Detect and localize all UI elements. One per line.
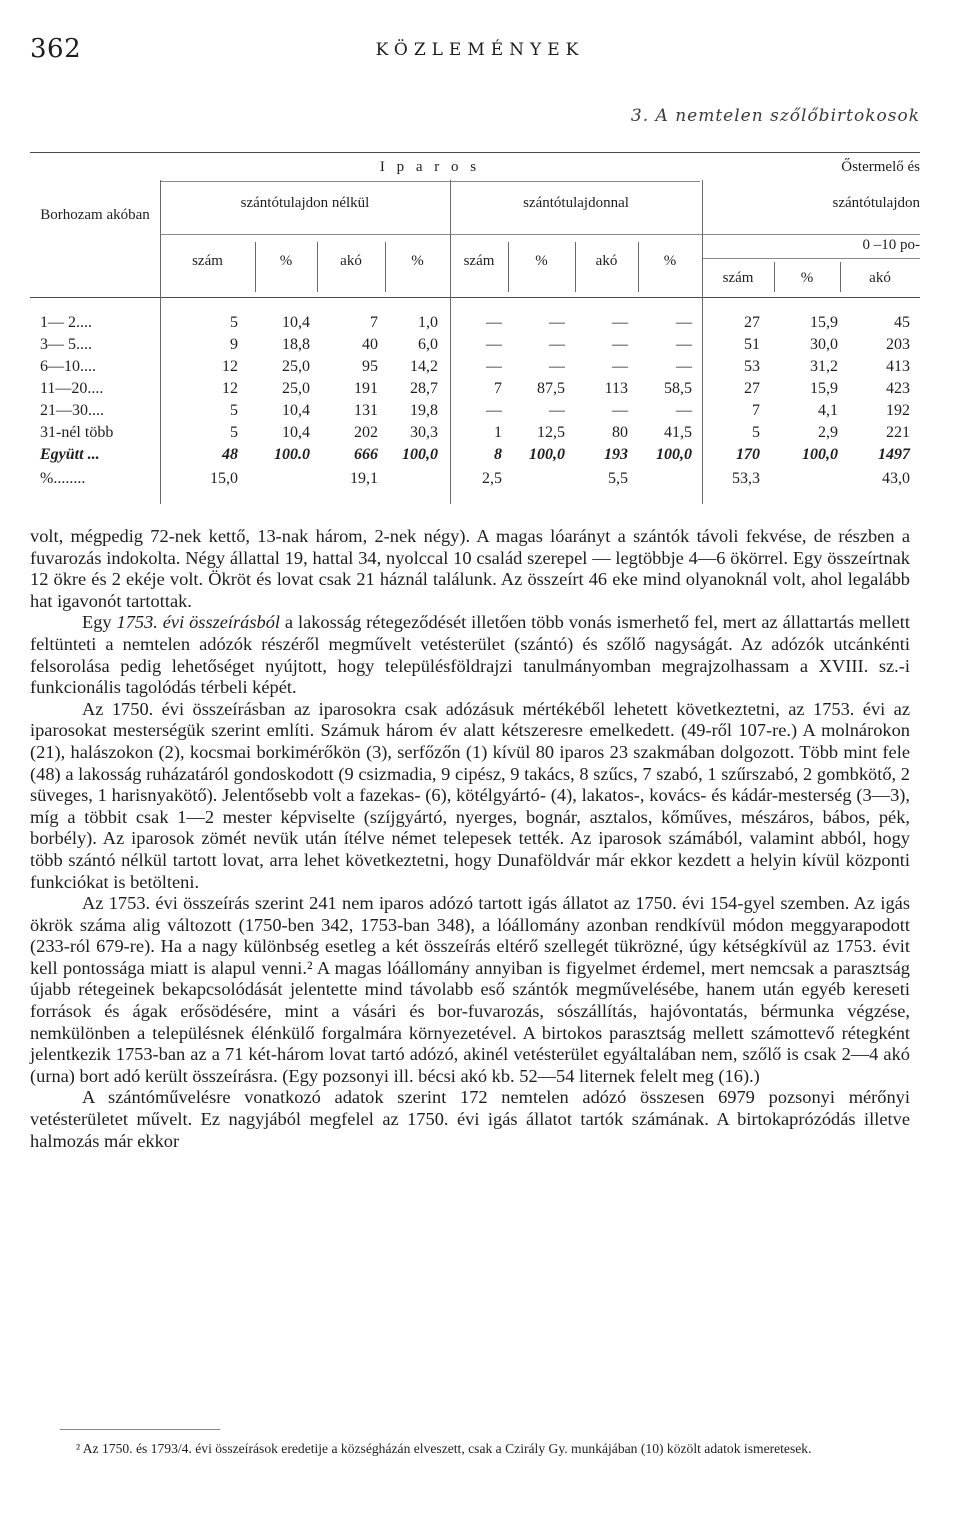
- text-run: Egy: [82, 612, 117, 633]
- cell: 193: [604, 446, 628, 463]
- rule-iparos: [160, 181, 700, 182]
- sub-c6: %: [535, 253, 548, 269]
- table-row-percent: [30, 468, 920, 490]
- section-title: 3. A nemtelen szőlőbirtokosok: [630, 106, 920, 126]
- cell: 100.0: [274, 446, 310, 463]
- cell: 423: [886, 380, 910, 397]
- row-label: 1— 2....: [40, 314, 92, 331]
- sub-c2: %: [279, 253, 293, 269]
- sub-c8: %: [663, 253, 677, 269]
- sub-c4: %: [411, 253, 424, 269]
- cell: 18,8: [282, 336, 310, 353]
- cell: 27: [744, 314, 760, 331]
- paragraph: Az 1750. évi összeírásban az iparosokra csak adózásuk mértékéből lehetett következtetni, az 1753. évi az iparosokat mesterségük szerint említi. Számuk három év alatt kétszeresre emelkedett. (49-ről 107-re.) A molnárokon (21), halászokon (2), kocsmai borkimérőkön (3), serfőzőn (1) kívül 80 iparos 23 szakmában dolgozott. Több mint fele (48) a lakosság ruházatáról gondoskodott (9 csizmadia, 9 cipész, 9 takács, 8 szűcs, 7 szabó, 1 szűrszabó, 2 gombkötő, 2 süveges, 1 harisnyakötő). Jelentősebb volt a fazekas- (6), kötélgyártó- (4), lakatos-, kovács- és kádár-mesterség (3—3), míg a többit csak 1—2 mester képviselte (szíjgyártó, nyerges, bognár, asztalos, kőműves, mészáros, bábos, pék, borbély). Az iparosok zömét nevük után ítélve német telepesek tették. Az iparosok számából, valamint abból, hogy több szántó nélkül tartott lovat, arra lehet következtetni, hogy Dunaföldvár már ekkor kezdett a helyin kívül központi funkciókat is betölteni.: [30, 698, 910, 892]
- header-szanto-ost: szántótulajdon: [832, 195, 920, 211]
- row-label: 21—30....: [40, 402, 104, 419]
- cell: 5,5: [608, 470, 628, 487]
- sub-c1: szám: [192, 253, 223, 269]
- cell: 31,2: [810, 358, 838, 375]
- cell: 100,0: [656, 446, 692, 463]
- page-number: 362: [30, 34, 82, 64]
- cell: 221: [886, 424, 910, 441]
- cell: 666: [354, 446, 378, 463]
- cell: 25,0: [282, 358, 310, 375]
- cell: 45: [894, 314, 910, 331]
- cell: 80: [612, 424, 628, 441]
- cell: 15,9: [810, 314, 838, 331]
- cell: 7: [752, 402, 760, 419]
- cell: 5: [230, 402, 238, 419]
- cell: 413: [886, 358, 910, 375]
- cell: 53,3: [732, 470, 760, 487]
- cell: —: [676, 314, 692, 331]
- sub-c5: szám: [463, 253, 495, 269]
- cell: 192: [886, 402, 910, 419]
- cell: 19,8: [410, 402, 438, 419]
- table-row: [30, 400, 920, 422]
- cell: —: [486, 336, 502, 353]
- cell: 131: [354, 402, 378, 419]
- cell: 28,7: [410, 380, 438, 397]
- cell: 100,0: [402, 446, 438, 463]
- cell: —: [676, 402, 692, 419]
- cell: 51: [744, 336, 760, 353]
- cell: 30,3: [410, 424, 438, 441]
- cell: —: [549, 336, 565, 353]
- cell: 100,0: [529, 446, 565, 463]
- row-label: %........: [40, 470, 86, 487]
- cell: 19,1: [350, 470, 378, 487]
- table-top-rule: [30, 152, 920, 153]
- cell: 14,2: [410, 358, 438, 375]
- row-label: Együtt ...: [40, 446, 100, 463]
- cell: —: [486, 358, 502, 375]
- row-label: 31-nél több: [40, 424, 114, 441]
- cell: 4,1: [818, 402, 838, 419]
- table-row: [30, 334, 920, 356]
- cell: 87,5: [537, 380, 565, 397]
- cell: 48: [222, 446, 238, 463]
- row-label: 11—20....: [40, 380, 104, 397]
- cell: 100,0: [802, 446, 838, 463]
- cell: 12: [222, 358, 238, 375]
- data-table: [30, 152, 920, 514]
- row-label: 6—10....: [40, 358, 96, 375]
- cell: 203: [886, 336, 910, 353]
- cell: —: [676, 358, 692, 375]
- cell: 41,5: [664, 424, 692, 441]
- cell: 202: [354, 424, 378, 441]
- cell: 43,0: [882, 470, 910, 487]
- cell: 1: [494, 424, 502, 441]
- cell: 191: [354, 380, 378, 397]
- cell: 15,9: [810, 380, 838, 397]
- cell: —: [676, 336, 692, 353]
- rule-sub: [160, 234, 920, 235]
- cell: 7: [494, 380, 502, 397]
- cell: —: [549, 402, 565, 419]
- sub-c9: szám: [722, 270, 754, 286]
- table-head-rule: [30, 297, 920, 298]
- running-head: KÖZLEMÉNYEK: [375, 40, 585, 60]
- cell: 7: [370, 314, 378, 331]
- cell: 40: [362, 336, 378, 353]
- cell: 15,0: [210, 470, 238, 487]
- cell: 9: [230, 336, 238, 353]
- cell: 170: [736, 446, 760, 463]
- cell: —: [612, 336, 628, 353]
- table-row-total: [30, 444, 920, 466]
- table-row: [30, 356, 920, 378]
- cell: —: [549, 314, 565, 331]
- table-row: [30, 312, 920, 334]
- sub-c3: akó: [340, 253, 362, 269]
- paragraph: A szántóművelésre vonatkozó adatok szerint 172 nemtelen adózó összesen 6979 pozsonyi mérőnyi vetésterületet művelt. Ez nagyjából megfelel az 1750. évi igás állatot tartók számának. A birtokaprózódás illetve halmozás már ekkor: [30, 1087, 910, 1151]
- cell: 58,5: [664, 380, 692, 397]
- sub-c11: akó: [869, 270, 891, 286]
- cell: 27: [744, 380, 760, 397]
- body-text: [30, 526, 910, 1152]
- cell: 30,0: [810, 336, 838, 353]
- cell: 95: [362, 358, 378, 375]
- italic-text: 1753. évi összeírásból: [116, 612, 281, 633]
- cell: 5: [230, 314, 238, 331]
- rule-ost-sub: [702, 258, 920, 259]
- cell: —: [486, 314, 502, 331]
- header-szanto-nal: szántótulajdonnal: [523, 195, 629, 211]
- table-row: [30, 422, 920, 444]
- header-ostermelo: Őstermelő és: [841, 159, 920, 175]
- paragraph: [30, 612, 910, 698]
- paragraph: Az 1753. évi összeírás szerint 241 nem iparos adózó tartott igás állatot az 1750. évi 154-gyel szemben. Az igás ökrök száma alig változott (1750-ben 342, 1753-ban 348), a lóállomány azonban rendkívül módon meggyarapodott (233-ról 679-re). Ha a nagy különbség esetleg a két összeírás eltérő szellegét tükrözné, úgy kétségkívül az 1753. évit kell pontossága miatt is alapul venni.² A magas lóállomány annyiban is figyelmet érdemel, mert nemcsak a parasztság újabb rétegeinek bekapcsolódását jelentette mind távolabb eső szántók megművelésébe, hanem után egyéb kereseti források és ágak erősödésére, mint a vásári és bor-fuvarozás, sószállítás, hajóvontatás, bérmunka végzése, nemkülönben a településnek élénkülő forgalmára környezetével. A birtokos parasztság mellett számottevő rétegként jelentkezik 1753-ban az a 71 két-három lovat tartó adózó, akinél vetésterület egyáltalában nem, szőlő is csak 2—4 akó (urna) bort adó került összeírásra. (Egy pozsonyi ill. bécsi akó kb. 52—54 liternek felelt meg (16).): [30, 893, 910, 1086]
- cell: 10,4: [282, 314, 310, 331]
- cell: 6,0: [418, 336, 438, 353]
- cell: 53: [744, 358, 760, 375]
- cell: 10,4: [282, 424, 310, 441]
- sub-c10: %: [800, 270, 814, 286]
- cell: 10,4: [282, 402, 310, 419]
- cell: 5: [752, 424, 760, 441]
- cell: 8: [494, 446, 502, 463]
- cell: —: [612, 358, 628, 375]
- cell: 1497: [878, 446, 910, 463]
- paragraph: volt, mégpedig 72-nek kettő, 13-nak három, 2-nek négy). A magas lóarányt a szántók távoli fekvése, de részben a fuvarozás indokolta. Négy állattal 19, hattal 34, nyolccal 10 család szerepel — legtöbbje 4—6 ökörrel. Egy összeírtnak 12 ökre és 2 ekéje volt. Ökröt és lovat csak 21 háznál találunk. Az összeírt 46 eke mind olyanoknál volt, ahol legalább hat igavonót tartottak.: [30, 526, 910, 611]
- text-run: a lakosság rétegeződését illetően több vonás ismerhető fel, mert az állattartás mellett feltünteti a nemtelen adózók részéről megművelt vetésterület (szántó) és szőlő nagyságát. Az adózók utcánkénti felsorolása pedig lehetőséget nyújtott, hogy településföldrajzi tanulmányomban megrajzolhassam a XVIII. sz.-i funkcionális tagolódás térbeli képét.: [30, 612, 910, 698]
- cell: —: [549, 358, 565, 375]
- cell: 2,9: [818, 424, 838, 441]
- cell: —: [612, 402, 628, 419]
- cell: —: [486, 402, 502, 419]
- table-row: [30, 378, 920, 400]
- cell: 1,0: [418, 314, 438, 331]
- cell: 12: [222, 380, 238, 397]
- row-label: 3— 5....: [40, 336, 92, 353]
- header-szanto-nelkul: szántótulajdon nélkül: [240, 195, 370, 211]
- cell: 25,0: [282, 380, 310, 397]
- cell: 5: [230, 424, 238, 441]
- sub-c7: akó: [595, 253, 618, 269]
- footnote: ² Az 1750. és 1793/4. évi összeírások eredetije a községházán elveszett, csak a Czirály Gy. munkájában (10) közölt adatok ismeretesek.: [76, 1441, 812, 1456]
- cell: —: [612, 314, 628, 331]
- cell: 113: [604, 380, 628, 397]
- cell: 12,5: [537, 424, 565, 441]
- footnote-rule: [60, 1429, 220, 1430]
- cell: 2,5: [482, 470, 502, 487]
- header-borhozam: Borhozam akóban: [40, 207, 150, 223]
- header-iparos: I p a r o s: [379, 159, 481, 175]
- header-0-10: 0 –10 po-: [862, 237, 920, 253]
